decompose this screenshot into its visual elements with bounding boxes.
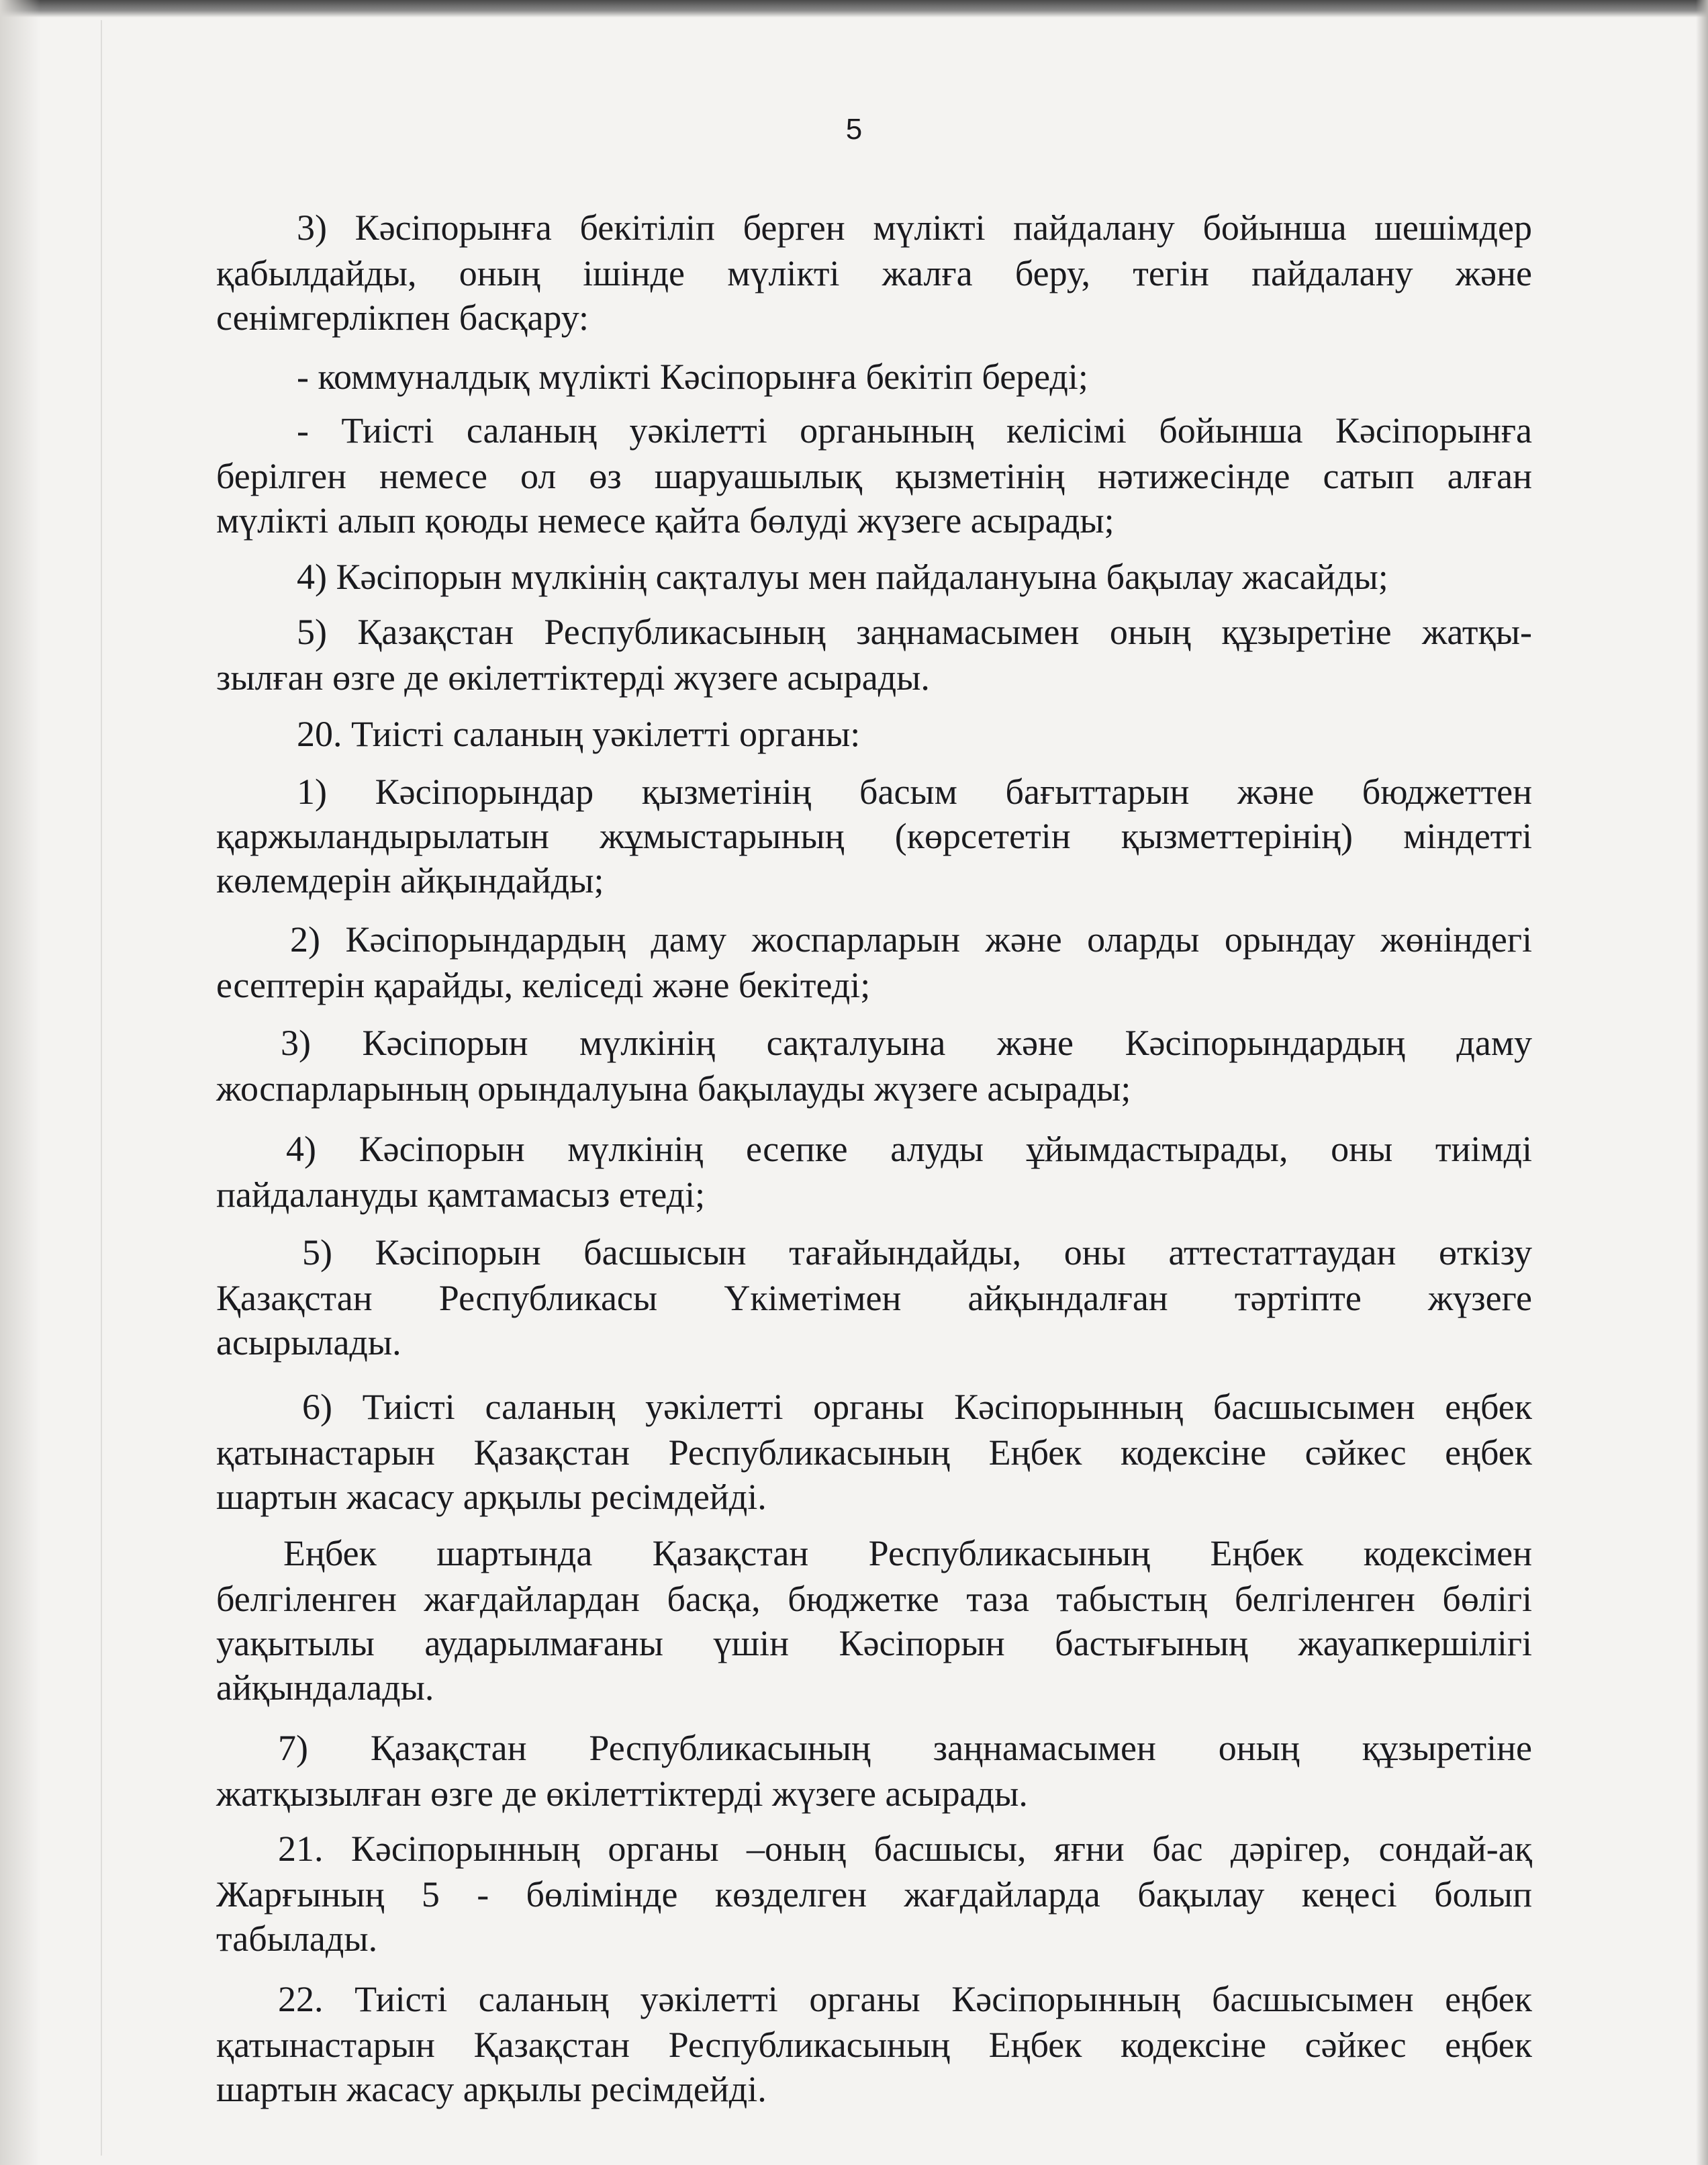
text-line: уақытылы аударылмағаны үшін Кәсіпорын бастығының жауапкершілігі (216, 1623, 1532, 1663)
text-line: - Тиісті саланың уәкілетті органының келісімі бойынша Кәсіпорынға (297, 410, 1532, 451)
scan-top-edge (0, 0, 1708, 17)
text-line: - коммуналдық мүлікті Кәсіпорынға бекітіп береді; (297, 357, 1088, 397)
text-line: 5) Қазақстан Республикасының заңнамасымен оның құзыретіне жатқы- (297, 612, 1532, 652)
text-line: 22. Тиісті саланың уәкілетті органы Кәсіпорынның басшысымен еңбек (278, 1979, 1532, 2019)
text-line: жоспарларының орындалуына бақылауды жүзеге асырады; (216, 1068, 1131, 1109)
text-line: Жарғының 5 - бөлімінде көзделген жағдайларда бақылау кеңесі болып (216, 1874, 1532, 1915)
document-body (216, 173, 1532, 2109)
text-line: Еңбек шартында Қазақстан Республикасының Еңбек кодексімен (283, 1533, 1532, 1573)
text-line: қаржыландырылатын жұмыстарының (көрсететін қызметтерінің) міндетті (216, 816, 1532, 856)
text-line: айқындалады. (216, 1667, 434, 1708)
text-line: асырылады. (216, 1322, 401, 1363)
text-line: көлемдерін айқындайды; (216, 860, 604, 901)
text-line: қабылдайды, оның ішінде мүлікті жалға беру, тегін пайдалану және (216, 253, 1532, 293)
text-line: есептерін қарайды, келіседі және бекітеді; (216, 965, 871, 1005)
text-line: сенімгерлікпен басқару: (216, 297, 589, 338)
scan-right-edge (1696, 0, 1708, 2165)
page-number: 5 (845, 113, 863, 146)
text-line: 4) Кәсіпорын мүлкінің есепке алуды ұйымдастырады, оны тиімді (286, 1129, 1532, 1169)
text-line: 1) Кәсіпорындар қызметінің басым бағыттарын және бюджеттен (297, 772, 1532, 812)
text-line: 4) Кәсіпорын мүлкінің сақталуы мен пайдалануына бақылау жасайды; (297, 557, 1388, 597)
text-line: 3) Кәсіпорын мүлкінің сақталуына және Кәсіпорындардың даму (281, 1023, 1532, 1063)
text-line: 7) Қазақстан Республикасының заңнамасымен оның құзыретіне (278, 1728, 1532, 1768)
text-line: мүлікті алып қоюды немесе қайта бөлуді жүзеге асырады; (216, 500, 1114, 541)
text-line: табылады. (216, 1919, 378, 1959)
scan-left-edge (0, 0, 40, 2165)
text-line: жатқызылған өзге де өкілеттіктерді жүзеге асырады. (216, 1774, 1028, 1814)
text-line: 3) Кәсіпорынға бекітіліп берген мүлікті пайдалану бойынша шешімдер (297, 208, 1532, 248)
text-line: 2) Кәсіпорындардың даму жоспарларын және оларды орындау жөніндегі (290, 919, 1532, 960)
text-line: белгіленген жағдайлардан басқа, бюджетке таза табыстың белгіленген бөлігі (216, 1579, 1532, 1619)
text-line: 21. Кәсіпорынның органы –оның басшысы, яғни бас дәрігер, сондай-ақ (278, 1829, 1532, 1869)
text-line: Қазақстан Республикасы Үкіметімен айқындалған тәртіпте жүзеге (216, 1278, 1532, 1318)
text-line: зылған өзге де өкілеттіктерді жүзеге асырады. (216, 657, 930, 698)
text-line: берілген немесе ол өз шаруашылық қызметінің нәтижесінде сатып алған (216, 456, 1532, 496)
text-line: 5) Кәсіпорын басшысын тағайындайды, оны аттестаттаудан өткізу (302, 1232, 1532, 1273)
text-line: пайдалануды қамтамасыз етеді; (216, 1174, 706, 1215)
text-line: 20. Тиісті саланың уәкілетті органы: (297, 714, 861, 754)
page-crease (101, 20, 102, 2156)
text-line: шартын жасасу арқылы ресімдейді. (216, 2069, 767, 2109)
text-line: қатынастарын Қазақстан Республикасының Еңбек кодексіне сәйкес еңбек (216, 2025, 1532, 2065)
text-line: қатынастарын Қазақстан Республикасының Еңбек кодексіне сәйкес еңбек (216, 1432, 1532, 1473)
text-line: шартын жасасу арқылы ресімдейді. (216, 1477, 767, 1517)
text-line: 6) Тиісті саланың уәкілетті органы Кәсіпорынның басшысымен еңбек (302, 1387, 1532, 1427)
